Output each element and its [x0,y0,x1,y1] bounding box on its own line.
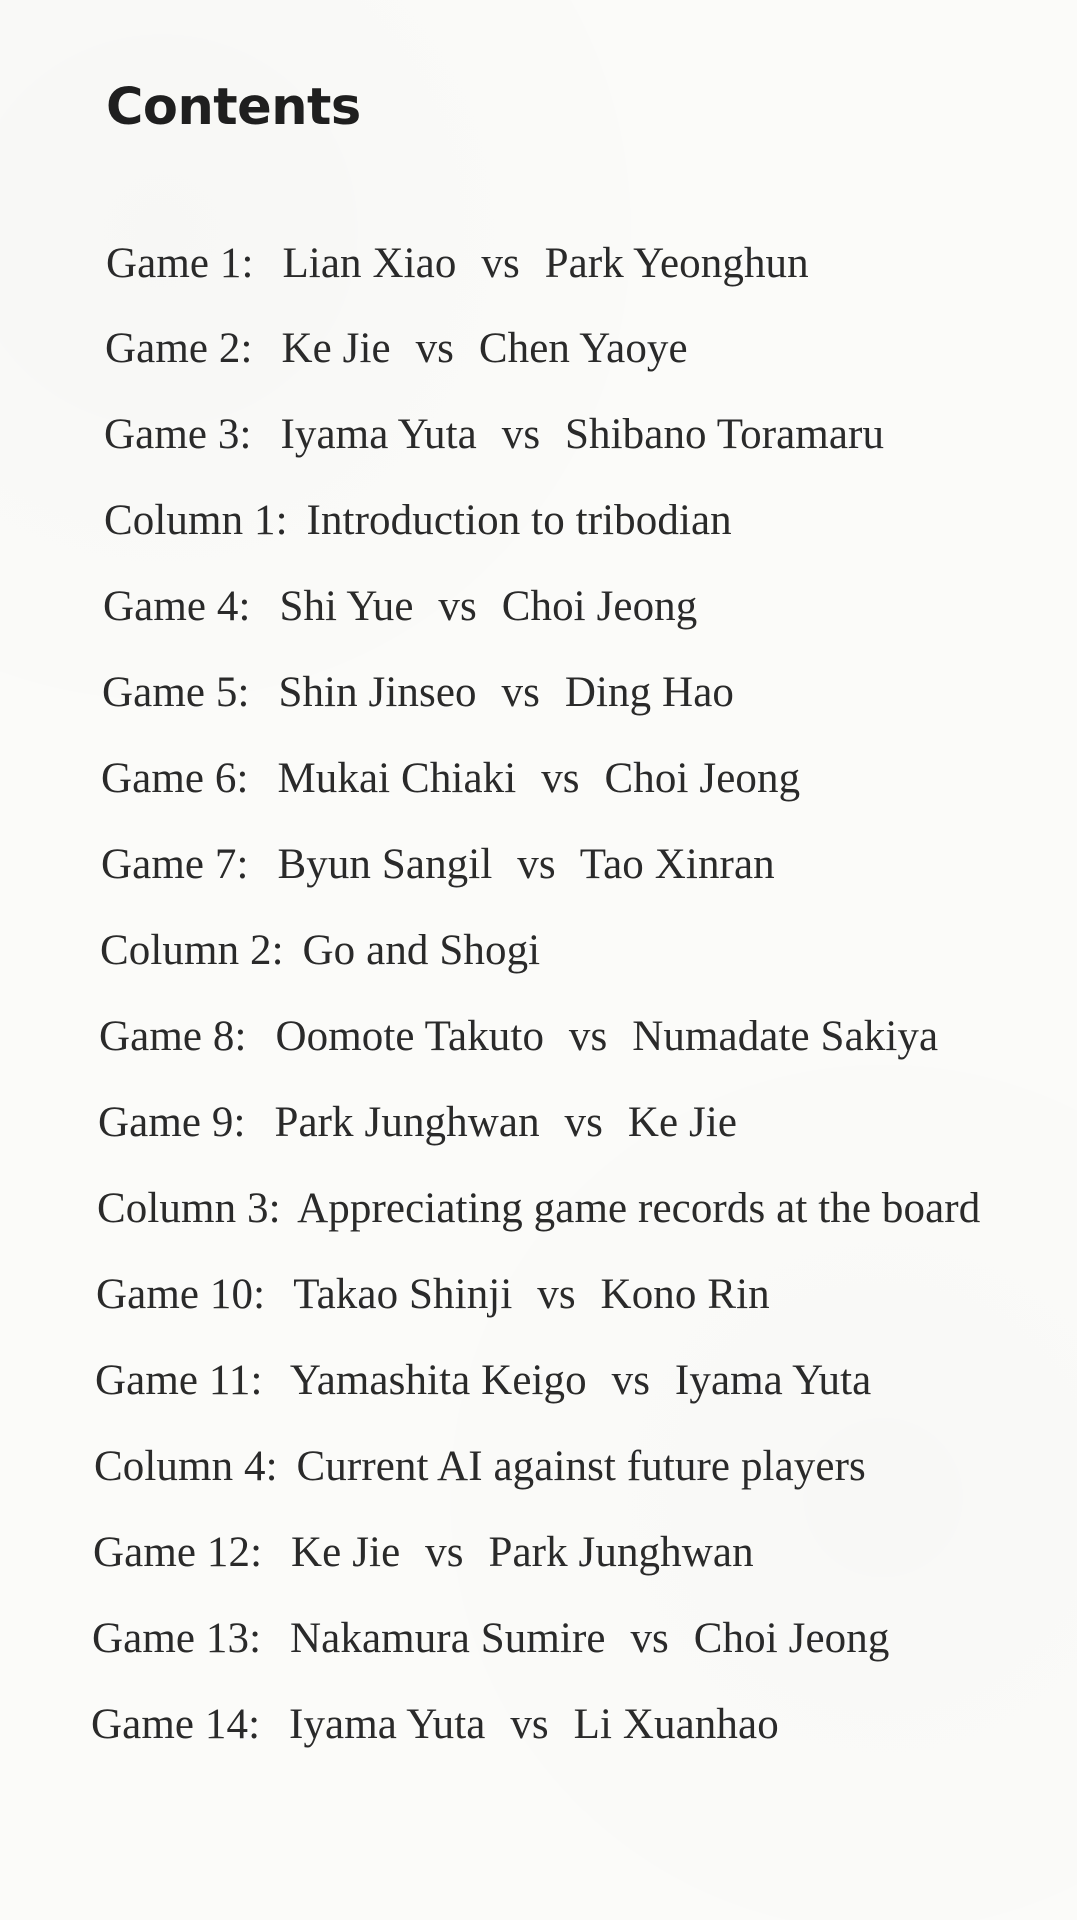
toc-entry-column-1 [104,499,732,542]
player-left: Shin Jinseo [278,669,477,716]
toc-entry-label: Column 4: [94,1443,278,1490]
page-title: Contents [106,78,361,137]
toc-entry-label: Game 7: [101,841,249,888]
toc-entry-game-8 [99,1015,938,1058]
player-right: Park Yeonghun [544,240,809,287]
toc-entry-game-1 [106,242,809,285]
versus-text: vs [501,411,541,458]
versus-text: vs [541,755,580,802]
versus-text: vs [510,1701,549,1748]
toc-entry-game-13 [92,1617,889,1660]
versus-text: vs [564,1099,603,1146]
player-right: Choi Jeong [501,583,698,630]
column-title: Go and Shogi [302,927,541,974]
player-right: Kono Rin [600,1271,770,1318]
toc-entry-game-2 [105,327,688,370]
toc-entry-label: Game 8: [99,1013,247,1060]
versus-text: vs [481,240,520,287]
player-left: Iyama Yuta [289,1701,486,1748]
versus-text: vs [425,1529,464,1576]
toc-entry-game-3 [104,413,884,456]
toc-entry-game-10 [96,1273,770,1316]
versus-text: vs [501,669,540,716]
toc-entry-game-11 [95,1359,871,1402]
player-left: Ke Jie [291,1529,401,1576]
player-right: Iyama Yuta [674,1357,872,1404]
toc-entry-label: Game 11: [95,1357,263,1404]
player-right: Choi Jeong [604,755,801,802]
column-title: Appreciating game records at the board [297,1185,981,1232]
toc-entry-label: Game 4: [103,583,251,630]
toc-entry-game-5 [102,671,734,714]
player-left: Lian Xiao [282,240,457,287]
toc-entry-label: Game 14: [91,1701,261,1748]
player-left: Byun Sangil [277,841,493,888]
player-right: Numadate Sakiya [632,1013,939,1060]
versus-text: vs [611,1357,651,1404]
column-title: Current AI against future players [296,1443,866,1490]
toc-entry-label: Game 6: [101,755,249,802]
player-left: Takao Shinji [293,1271,513,1318]
toc-entry-label: Game 5: [102,669,250,716]
toc-entry-label: Game 2: [105,325,253,372]
player-left: Shi Yue [279,583,414,630]
toc-entry-label: Game 12: [93,1529,263,1576]
player-right: Tao Xinran [579,841,775,888]
player-right: Chen Yaoye [478,325,688,372]
toc-entry-game-4 [103,585,697,628]
player-left: Yamashita Keigo [289,1357,587,1404]
player-left: Oomote Takuto [275,1013,545,1060]
toc-entry-column-4 [94,1445,866,1488]
player-left: Nakamura Sumire [290,1615,606,1662]
toc-entry-label: Game 3: [104,411,252,458]
player-right: Li Xuanhao [573,1701,779,1748]
player-left: Ke Jie [281,325,391,372]
player-right: Ke Jie [627,1099,738,1146]
toc-entry-column-2 [100,929,540,972]
toc-entry-game-6 [101,757,800,800]
toc-entry-game-9 [98,1101,737,1144]
toc-entry-label: Game 9: [98,1099,246,1146]
versus-text: vs [537,1271,576,1318]
column-title: Introduction to tribodian [306,497,732,544]
toc-entry-label: Game 13: [92,1615,262,1662]
toc-entry-label: Column 2: [100,927,284,974]
toc-entry-game-7 [101,843,775,886]
versus-text: vs [415,325,454,372]
player-right: Shibano Toramaru [565,411,885,458]
toc-entry-label: Column 3: [97,1185,281,1232]
player-right: Ding Hao [564,669,735,716]
toc-entry-column-3 [97,1187,980,1230]
versus-text: vs [438,583,477,630]
toc-entry-label: Column 1: [104,497,288,544]
player-right: Park Junghwan [488,1529,754,1576]
versus-text: vs [568,1013,608,1060]
toc-entry-game-12 [93,1531,754,1574]
versus-text: vs [630,1615,669,1662]
player-right: Choi Jeong [693,1615,890,1662]
player-left: Mukai Chiaki [277,755,517,802]
toc-entry-game-14 [91,1703,779,1746]
player-left: Park Junghwan [274,1099,540,1146]
toc-entry-label: Game 10: [96,1271,266,1318]
toc-entry-label: Game 1: [106,240,254,287]
versus-text: vs [517,841,556,888]
player-left: Iyama Yuta [280,411,477,458]
